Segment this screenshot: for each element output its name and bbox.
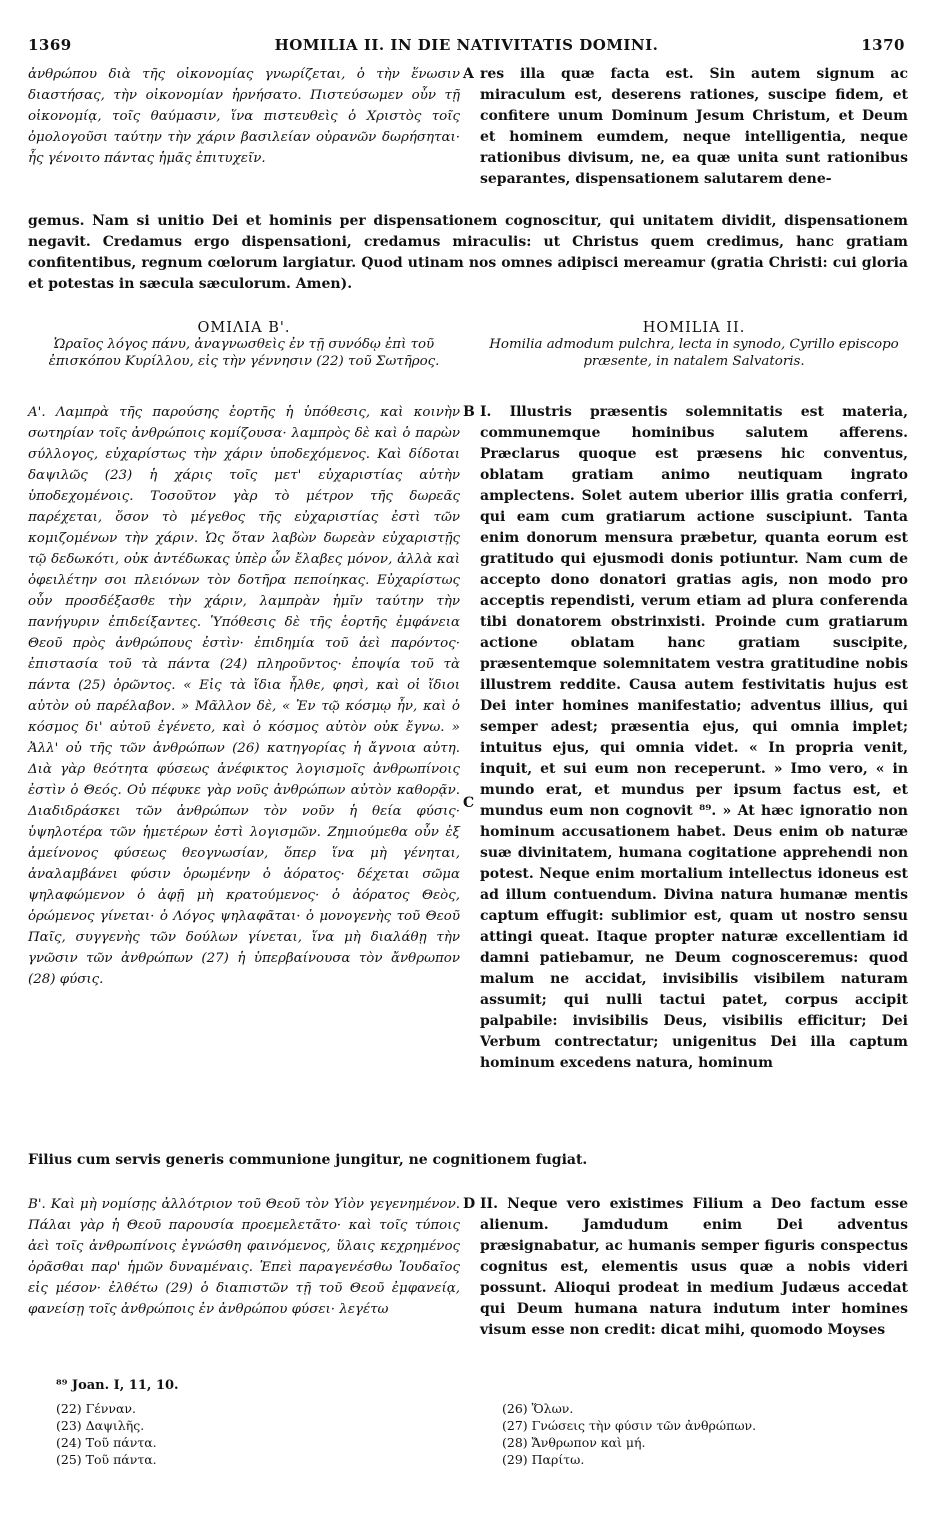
bridge-line bbox=[28, 1150, 908, 1171]
greek-homily-title: ΟΜΙΛΙΑ Β'. bbox=[197, 320, 291, 336]
scripture-footnote: ⁸⁹ Joan. I, 11, 10. bbox=[56, 1378, 179, 1393]
left-page-number: 1369 bbox=[28, 36, 72, 54]
right-page-number: 1370 bbox=[861, 36, 905, 54]
greek-continuation-text: ἀνθρώπου διὰ τῆς οἰκονομίας γνωρίζεται, ὁ τὴν ἕνωσιν διαστήσας, τὴν οἰκονομίαν ἠρνήσατο. Πιστεύσωμεν οὖν τῇ οἰκονομίᾳ, τοῖς θαύμασιν, ἵνα πιστευθεὶς ὁ Χριστὸς τοῖς ὁμολογοῦσι ταύτην τὴν χάριν βασιλείαν οὐρανῶν δωρήσηται· ἧς γένοιτο πάντας ἡμᾶς ἐπιτυχεῖν. bbox=[28, 67, 460, 166]
margin-marker-a: A bbox=[463, 66, 474, 82]
latin-continuation-text: res illa quæ facta est. Sin autem signum ac miraculum est, deserens rationes, suscipe fidem, et confitere unum Dominum Jesum Christum, et Deum et hominem eumdem, neque intelligentia, neque rationibus divisum, ne, ea quæ unita sunt rationibus separantes, dispensationem salutarem dene- bbox=[480, 66, 908, 187]
greek-homily-heading bbox=[28, 320, 460, 370]
greek-continuation bbox=[28, 64, 460, 169]
greek-homily-subtitle: Ὡραῖος λόγος πάνυ, ἀναγνωσθεὶς ἐν τῇ συνόδῳ ἐπὶ τοῦ ἐπισκόπου Κυρίλλου, εἰς τὴν γέννησιν (22) τοῦ Σωτῆρος. bbox=[48, 337, 440, 369]
footnote-main bbox=[56, 1378, 436, 1393]
greek-body-2 bbox=[28, 1194, 460, 1320]
latin-homily-title: HOMILIA II. bbox=[642, 320, 746, 336]
latin-full-width-continuation bbox=[28, 211, 908, 295]
running-title: HOMILIA II. IN DIE NATIVITATIS DOMINI. bbox=[274, 36, 659, 54]
latin-body-2 bbox=[480, 1194, 908, 1341]
latin-paragraph-2: II. Neque vero existimes Filium a Deo factum esse alienum. Jamdudum enim Dei adventus præsignabatur, ac humanis semper figuris conspectus cognitus est, elementis usus quæ a nobis videri possunt. Alioqui prodeat in medium Judæus accedat qui Deum humana natura indutum inter homines visum esse non credit: dicat mihi, quomodo Moyses bbox=[480, 1196, 908, 1338]
margin-marker-b: B bbox=[463, 404, 475, 420]
margin-marker-d: D bbox=[463, 1196, 476, 1212]
page-header bbox=[28, 36, 905, 60]
footnote-25: (25) Τοῦ πάντα. bbox=[56, 1452, 157, 1467]
footnote-29: (29) Παρίτω. bbox=[502, 1452, 585, 1467]
greek-body-1 bbox=[28, 402, 460, 990]
bridge-text: Filius cum servis generis communione jungitur, ne cognitionem fugiat. bbox=[28, 1152, 588, 1168]
margin-marker-c: C bbox=[463, 795, 475, 811]
latin-homily-subtitle: Homilia admodum pulchra, lecta in synodo, Cyrillo episcopo præsente, in natalem Salvatoris. bbox=[489, 337, 899, 369]
footnotes-right bbox=[502, 1400, 902, 1468]
latin-full-text: gemus. Nam si unitio Dei et hominis per dispensationem cognoscitur, qui unitatem dividit, dispensationem negavit. Credamus ergo dispensationi, credamus miraculis: ut Christus quem credimus, hanc gratiam confitentibus, regnum cœlorum largiatur. Quod utinam nos omnes adipisci mereamur (gratia Christi: cui gloria et potestas in sæcula sæculorum. Amen). bbox=[28, 213, 908, 292]
latin-continuation bbox=[480, 64, 908, 190]
latin-paragraph-1: I. Illustris præsentis solemnitatis est materia, communemque hominibus salutem afferens. Præclarus quoque est præsens hic conventus, oblatam gratiam animo neutiquam ingrato amplectens. Solet autem uberior illis gratia conferri, qui eam cum gratiarum actione suscipiunt. Tanta enim donorum mensura præbetur, quanta eorum est gratitudo qui ejusmodi donis potiuntur. Nam cum de accepto dono donatori gratias agis, non modo pro acceptis rependisti, verum etiam ad plura conferenda tibi donatorem obstrinxisti. Proinde cum gratiarum actione oblatam hanc gratiam suscipite, præsentemque solemnitatem vestra gratitudine nobis illustrem reddite. Causa autem festivitatis hujus est Dei inter homines manifestatio; adventus illius, qui semper adest; præsentia ejus, qui omnia implet; intuitus ejus, qui omnia videt. « In propria venit, inquit, et sui eum non receperunt. » Imo vero, « in mundo erat, et mundus per ipsum factus est, et mundus eum non cognovit ⁸⁹. » At hæc ignoratio non hominum accusationem habet. Deus enim ob naturæ suæ divinitatem, humana cogitatione apprehendi non potest. Neque enim mortalium intellectus idoneus est ad illum contuendum. Divina natura humanæ mentis captum effugit: sublimior est, quam ut nostro sensu attingi queat. Itaque propter naturæ excellentiam id damni patiebamur, ne Deum cognosceremus: quod malum ne accidat, invisibilis visibilem naturam assumit; qui nulli tactui patet, corpus accipit palpabile: invisibilis Deus, visibilis efficitur; Dei Verbum contrectatur; unigenitus Dei illa captum hominum excedens natura, hominum bbox=[480, 404, 908, 1071]
latin-body-1 bbox=[480, 402, 908, 1074]
footnote-28: (28) Ἄνθρωπον καὶ μή. bbox=[502, 1435, 646, 1450]
greek-paragraph-2: Β'. Καὶ μὴ νομίσῃς ἀλλότριον τοῦ Θεοῦ τὸν Υἱὸν γεγενημένον. Πάλαι γὰρ ἡ Θεοῦ παρουσία προεμελετᾶτο· καὶ τοῖς τύποις ἀεὶ τοῖς ἀνθρωπίνοις ἐγνώσθη φαινόμενος, ὕλαις κεχρημένος ὁρᾶσθαι παρ' ἡμῶν δυναμέναις. Ἐπεὶ παραγενέσθω Ἰουδαῖος εἰς μέσον· ἐλθέτω (29) ὁ διαπιστῶν τῇ τοῦ Θεοῦ ἐμφανείᾳ, φανείσῃ τοῖς ἀνθρώποις ἐν ἀνθρώπου φύσει· λεγέτω bbox=[28, 1197, 460, 1317]
footnote-23: (23) Δαψιλῆς. bbox=[56, 1418, 145, 1433]
greek-paragraph-1: Α'. Λαμπρὰ τῆς παρούσης ἑορτῆς ἡ ὑπόθεσις, καὶ κοινὴν σωτηρίαν τοῖς ἀνθρώποις κομίζουσα· λαμπρὸς δὲ καὶ ὁ παρὼν σύλλογος, εὐχαρίστως τὴν χάριν ὑποδεχόμενος. Καὶ δίδοται δαψιλῶς (23) ἡ χάρις τοῖς μετ' εὐχαριστίας αὐτὴν ὑποδεχομένοις. Τοσοῦτον γὰρ τὸ μέτρον τῆς δωρεᾶς παρέχεται, ὅσον τὸ μέγεθος τῆς εὐχαριστίας ἐστὶ τῶν κομιζομένων τὴν χάριν. Ὡς ὅταν λαβὼν δωρεὰν εὐχαριστῇς τῷ δεδωκότι, οὐκ ἀντέδωκας ὑπὲρ ὧν ἔλαβες μόνον, ἀλλὰ καὶ ὀφειλέτην σοι πλειόνων τὸν δοτῆρα πεποίηκας. Εὐχαρίστως οὖν προσδέξασθε τὴν χάριν, λαμπρὰν ἡμῖν ταύτην τὴν πανήγυριν ἐπιδείξαντες. Ὑπόθεσις δὲ τῆς ἑορτῆς ἐμφάνεια Θεοῦ πρὸς ἀνθρώπους ἐστὶν· ἐπιδημία τοῦ ἀεὶ παρόντος· ἐπιστασία τοῦ τὰ πάντα (24) πληροῦντος· ἐποψία τοῦ τὰ πάντα (25) ὁρῶντος. « Εἰς τὰ ἴδια ἦλθε, φησὶ, καὶ οἱ ἴδιοι αὐτὸν οὐ παρέλαβον. » Μᾶλλον δὲ, « Ἐν τῷ κόσμῳ ἦν, καὶ ὁ κόσμος δι' αὐτοῦ ἐγένετο, καὶ ὁ κόσμος αὐτὸν οὐκ ἔγνω. » Ἀλλ' οὐ τῆς τῶν ἀνθρώπων (26) κατηγορίας ἡ ἄγνοια αὐτη. Διὰ γὰρ θεότητα φύσεως ἀνέφικτος λογισμοῖς ἀνθρωπίνοις ἐστὶν ὁ Θεός. Οὐ πέφυκε γὰρ νοῦς ἀνθρώπων αὐτὸν καθορᾷν. Διαδιδράσκει τῶν ἀνθρώπων τὸν νοῦν ἡ θεία φύσις· ὑψηλοτέρα τῶν ἡμετέρων ἐστὶ λογισμῶν. Ζημιούμεθα οὖν ἐξ ἀμείνονος φύσεως θεογνωσίαν, ὅπερ ἵνα μὴ γένηται, ἀναλαμβάνει φύσιν ὁρωμένην ὁ ἀόρατος· δέχεται σῶμα ψηλαφώμενον ὁ ἀφῇ μὴ κρατούμενος· ὁ ἀόρατος Θεὸς, ὁρώμενος γίνεται· ὁ Λόγος ψηλαφᾶται· ὁ μονογενὴς τοῦ Θεοῦ Παῖς, συγγενὴς τῶν δούλων γίνεται, ἵνα μὴ διαλάθῃ τὴν γνῶσιν τῶν ἀνθρώπων (27) ἡ ὑπερβαίνουσα τὸν ἄνθρωπον (28) φύσις. bbox=[28, 405, 460, 987]
footnote-24: (24) Τοῦ πάντα. bbox=[56, 1435, 157, 1450]
footnote-22: (22) Γένναν. bbox=[56, 1401, 136, 1416]
footnote-27: (27) Γνώσεις τὴν φύσιν τῶν ἀνθρώπων. bbox=[502, 1418, 757, 1433]
footnotes-left bbox=[56, 1400, 436, 1468]
footnote-26: (26) Ὅλων. bbox=[502, 1401, 574, 1416]
latin-homily-heading bbox=[480, 320, 908, 370]
